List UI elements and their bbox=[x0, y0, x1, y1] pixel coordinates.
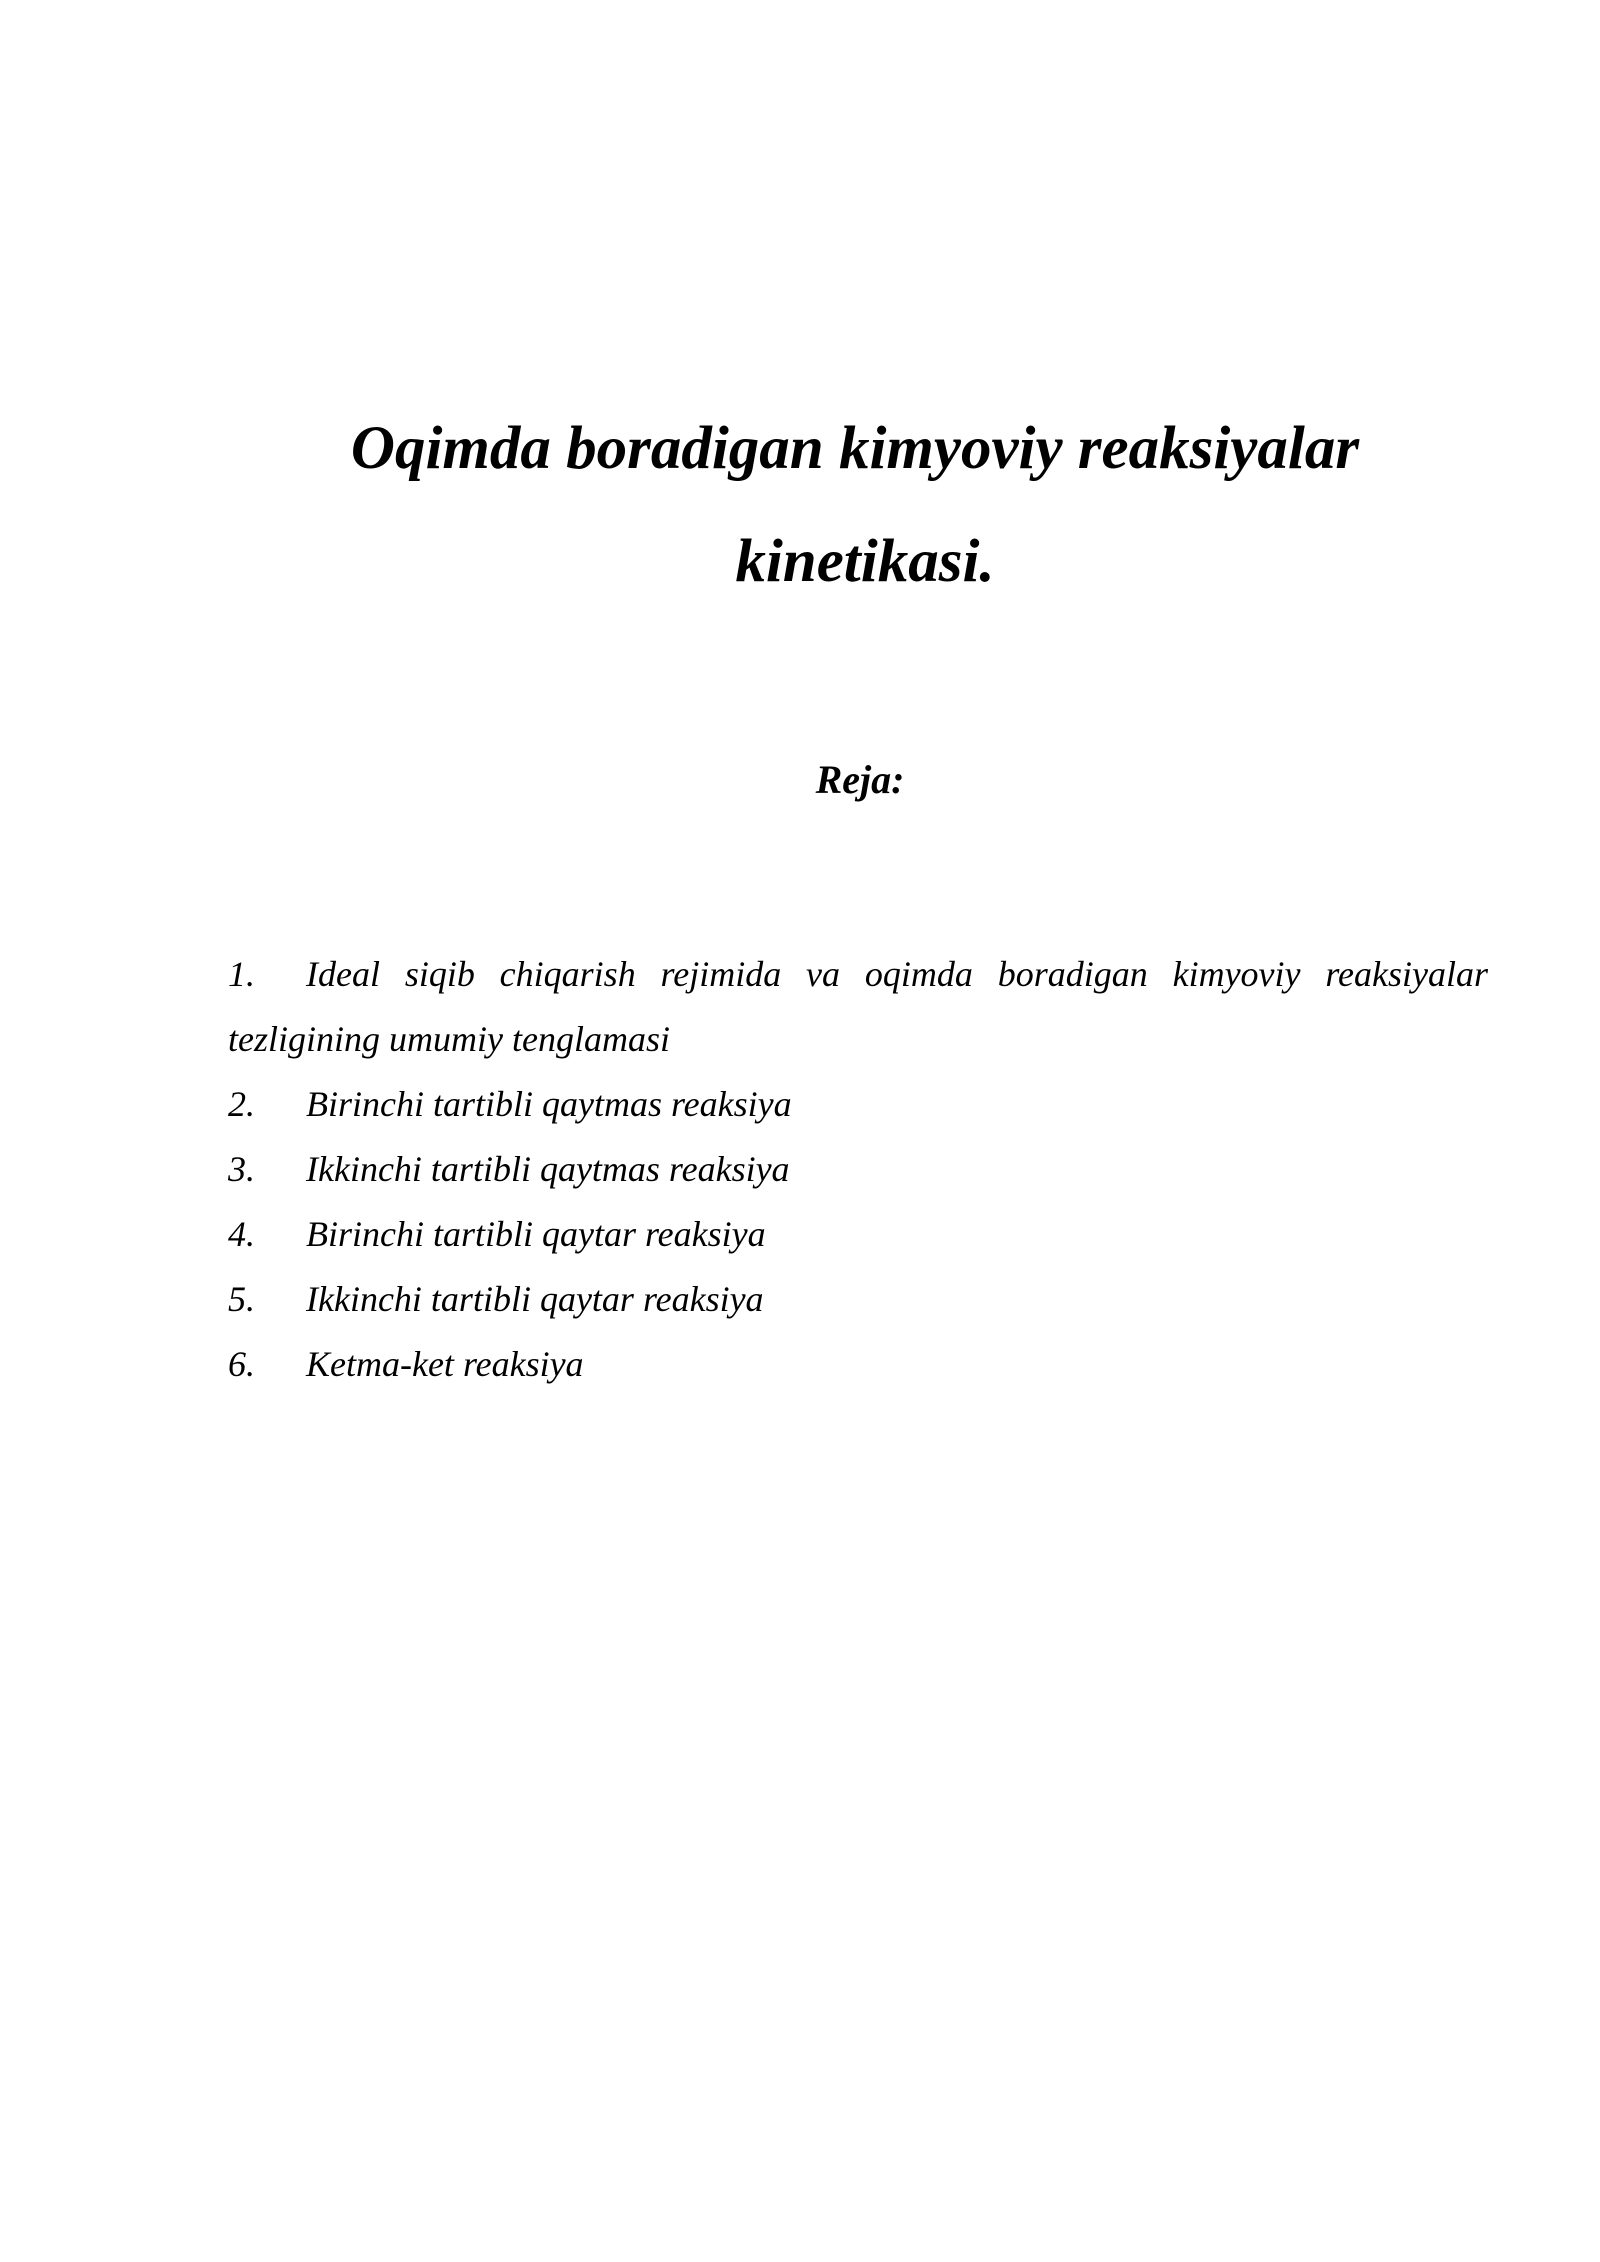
plan-item-text: Ikkinchi tartibli qaytmas reaksiya bbox=[306, 1149, 790, 1189]
plan-item-2 bbox=[228, 1072, 1488, 1137]
plan-item-number: 1. bbox=[228, 954, 255, 994]
plan-item-number: 3. bbox=[228, 1149, 255, 1189]
plan-item-text: Ikkinchi tartibli qaytar reaksiya bbox=[306, 1279, 764, 1319]
plan-item-number: 6. bbox=[228, 1344, 255, 1384]
page-title-line-2: kinetikasi. bbox=[735, 528, 995, 595]
plan-item-number: 4. bbox=[228, 1214, 255, 1254]
plan-item-text: Birinchi tartibli qaytar reaksiya bbox=[306, 1214, 766, 1254]
plan-item-text: Ideal siqib chiqarish rejimida va oqimda boradigan kimyoviy reaksiyalar bbox=[306, 954, 1488, 994]
plan-item-1 bbox=[228, 942, 1488, 1072]
plan-list bbox=[228, 942, 1488, 1397]
page-title-line-1: Oqimda boradigan kimyoviy reaksiyalar bbox=[350, 415, 1360, 482]
plan-item-3 bbox=[228, 1137, 1488, 1202]
plan-item-number: 5. bbox=[228, 1279, 255, 1319]
plan-item-6 bbox=[228, 1332, 1488, 1397]
plan-item-text: Birinchi tartibli qaytmas reaksiya bbox=[306, 1084, 792, 1124]
plan-item-text: Ketma-ket reaksiya bbox=[306, 1344, 584, 1384]
plan-item-5 bbox=[228, 1267, 1488, 1332]
plan-item-4 bbox=[228, 1202, 1488, 1267]
plan-item-text-continuation: tezligining umumiy tenglamasi bbox=[228, 1019, 670, 1059]
plan-item-number: 2. bbox=[228, 1084, 255, 1124]
plan-heading: Reja: bbox=[815, 757, 905, 802]
